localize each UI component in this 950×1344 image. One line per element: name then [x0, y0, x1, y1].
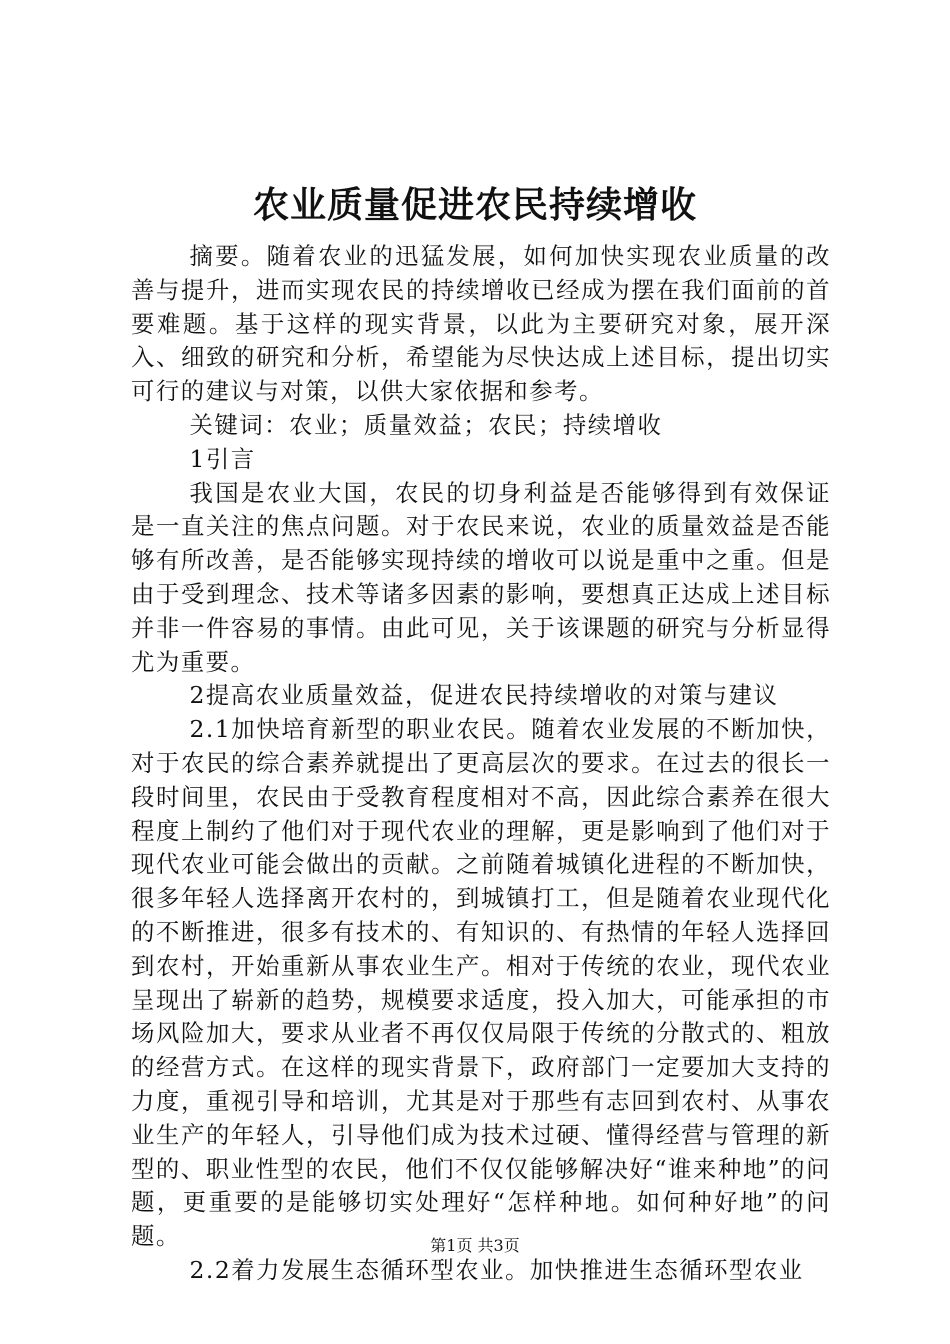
document-body — [131, 240, 831, 1288]
abstract-paragraph: 摘要。随着农业的迅猛发展，如何加快实现农业质量的改善与提升，进而实现农民的持续增收已经成为摆在我们面前的首要难题。基于这样的现实背景，以此为主要研究对象，展开深入、细致的研究和分析，希望能为尽快达成上述目标，提出切实可行的建议与对策，以供大家依据和参考。 — [131, 242, 831, 406]
document-title: 农业质量促进农民持续增收 — [252, 185, 697, 226]
keywords-line: 关键词：农业；质量效益；农民；持续增收 — [189, 410, 663, 439]
introduction-paragraph: 我国是农业大国，农民的切身利益是否能够得到有效保证是一直关注的焦点问题。对于农民来说，农业的质量效益是否能够有所改善，是否能够实现持续的增收可以说是重中之重。但是由于受到理念、技术等诸多因素的影响，要想真正达成上述目标并非一件容易的事情。由此可见，关于该课题的研究与分析显得尤为重要。 — [131, 478, 831, 676]
subsection-2-1-paragraph: 2.1加快培育新型的职业农民。随着农业发展的不断加快，对于农民的综合素养就提出了更高层次的要求。在过去的很长一段时间里，农民由于受教育程度相对不高，因此综合素养在很大程度上制约了他们对于现代农业的理解，更是影响到了他们对于现代农业可能会做出的贡献。之前随着城镇化进程的不断加快，很多年轻人选择离开农村的，到城镇打工，但是随着农业现代化的不断推进，很多有技术的、有知识的、有热情的年轻人选择回到农村，开始重新从事农业生产。相对于传统的农业，现代农业呈现出了崭新的趋势，规模要求适度，投入加大，可能承担的市场风险加大，要求从业者不再仅仅局限于传统的分散式的、粗放的经营方式。在这样的现实背景下，政府部门一定要加大支持的力度，重视引导和培训，尤其是对于那些有志回到农村、从事农业生产的年轻人，引导他们成为技术过硬、懂得经营与管理的新型的、职业性型的农民，他们不仅仅能够解决好“谁来种地”的问题，更重要的是能够切实处理好“怎样种地。如何种好地”的问题。 — [131, 715, 831, 1251]
section-heading-introduction: 1引言 — [189, 444, 256, 473]
subsection-2-2-paragraph: 2.2着力发展生态循环型农业。加快推进生态循环型农业 — [189, 1255, 804, 1284]
section-heading-measures: 2提高农业质量效益，促进农民持续增收的对策与建议 — [189, 681, 779, 710]
page-number-footer: 第1页 共3页 — [430, 1236, 520, 1255]
